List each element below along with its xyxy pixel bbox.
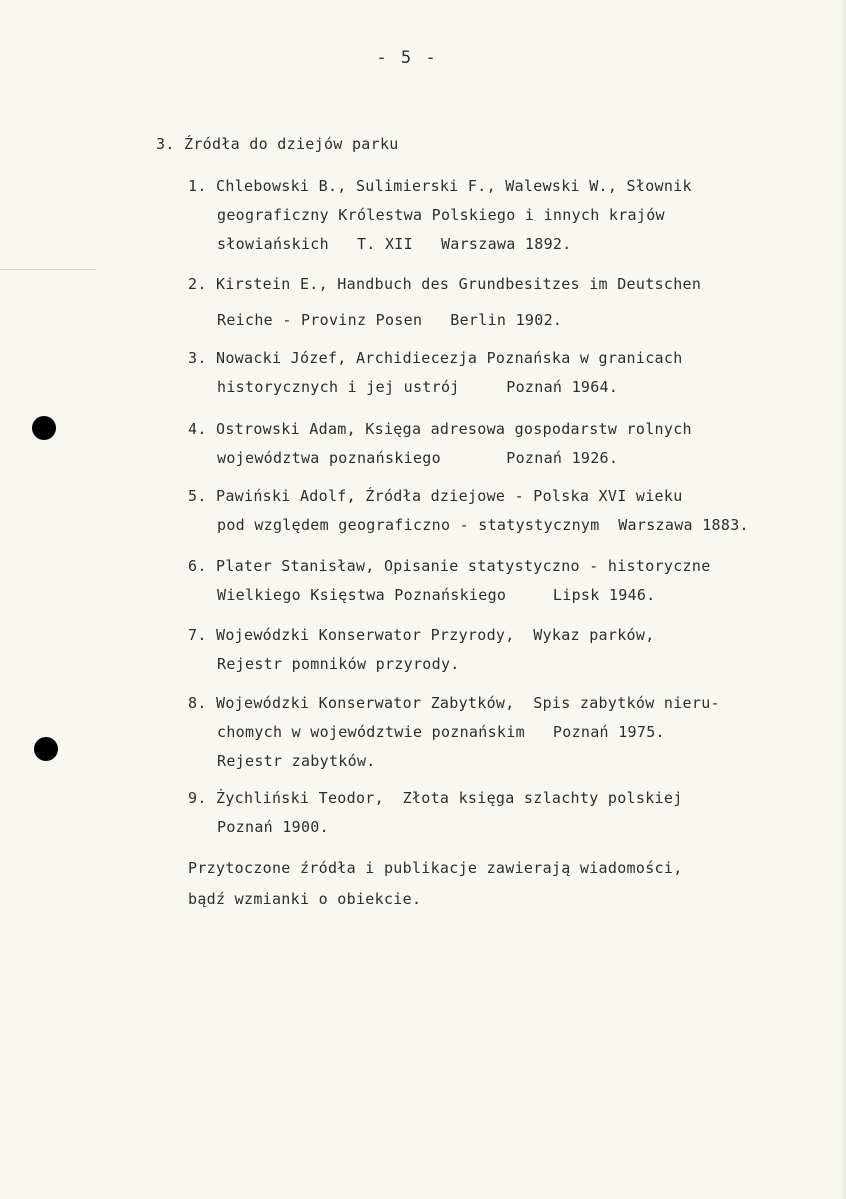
reference-1-line-3: słowiańskich T. XII Warszawa 1892. (217, 235, 572, 253)
reference-9-line-2: Poznań 1900. (217, 818, 329, 836)
punch-hole-top (32, 416, 56, 440)
closing-paragraph (188, 853, 788, 915)
reference-1-line-1: 1. Chlebowski B., Sulimierski F., Walewski W., Słownik (188, 177, 692, 195)
page-number: - 5 - (376, 48, 438, 68)
reference-6-line-2: Wielkiego Księstwa Poznańskiego Lipsk 1946. (217, 586, 656, 604)
reference-item-9 (188, 784, 808, 842)
reference-2-line-2: Reiche - Provinz Posen Berlin 1902. (217, 311, 563, 329)
reference-7-line-1: 7. Wojewódzki Konserwator Przyrody, Wykaz parków, (188, 626, 655, 644)
reference-7-line-2: Rejestr pomników przyrody. (217, 655, 460, 673)
reference-item-8 (188, 689, 808, 776)
reference-item-2 (188, 266, 808, 338)
reference-item-4 (188, 415, 808, 473)
paper-edge (840, 0, 846, 1199)
reference-3-line-2: historycznych i jej ustrój Poznań 1964. (217, 378, 619, 396)
reference-5-line-1: 5. Pawiński Adolf, Źródła dziejowe - Polska XVI wieku (188, 487, 683, 505)
reference-1-line-2: geograficzny Królestwa Polskiego i innych krajów (217, 206, 665, 224)
reference-item-1 (188, 172, 808, 259)
closing-line-1: Przytoczone źródła i publikacje zawierają wiadomości, (188, 859, 683, 877)
section-heading: 3. Źródła do dziejów parku (156, 135, 399, 153)
paper-fold-mark (0, 269, 96, 270)
reference-2-line-1: 2. Kirstein E., Handbuch des Grundbesitzes im Deutschen (188, 275, 702, 293)
reference-4-line-1: 4. Ostrowski Adam, Księga adresowa gospodarstw rolnych (188, 420, 692, 438)
reference-8-line-2: chomych w województwie poznańskim Poznań 1975. (217, 723, 665, 741)
reference-item-7 (188, 621, 808, 679)
punch-hole-bottom (34, 737, 58, 761)
reference-9-line-1: 9. Żychliński Teodor, Złota księga szlachty polskiej (188, 789, 683, 807)
reference-8-line-3: Rejestr zabytków. (217, 752, 376, 770)
reference-item-6 (188, 552, 808, 610)
reference-8-line-1: 8. Wojewódzki Konserwator Zabytków, Spis zabytków nieru- (188, 694, 720, 712)
reference-item-5 (188, 482, 808, 540)
reference-item-3 (188, 344, 808, 402)
reference-6-line-1: 6. Plater Stanisław, Opisanie statystyczno - historyczne (188, 557, 711, 575)
reference-3-line-1: 3. Nowacki Józef, Archidiecezja Poznańska w granicach (188, 349, 683, 367)
reference-4-line-2: województwa poznańskiego Poznań 1926. (217, 449, 619, 467)
reference-5-line-2: pod względem geograficzno - statystycznym Warszawa 1883. (217, 516, 749, 534)
closing-line-2: bądź wzmianki o obiekcie. (188, 890, 422, 908)
